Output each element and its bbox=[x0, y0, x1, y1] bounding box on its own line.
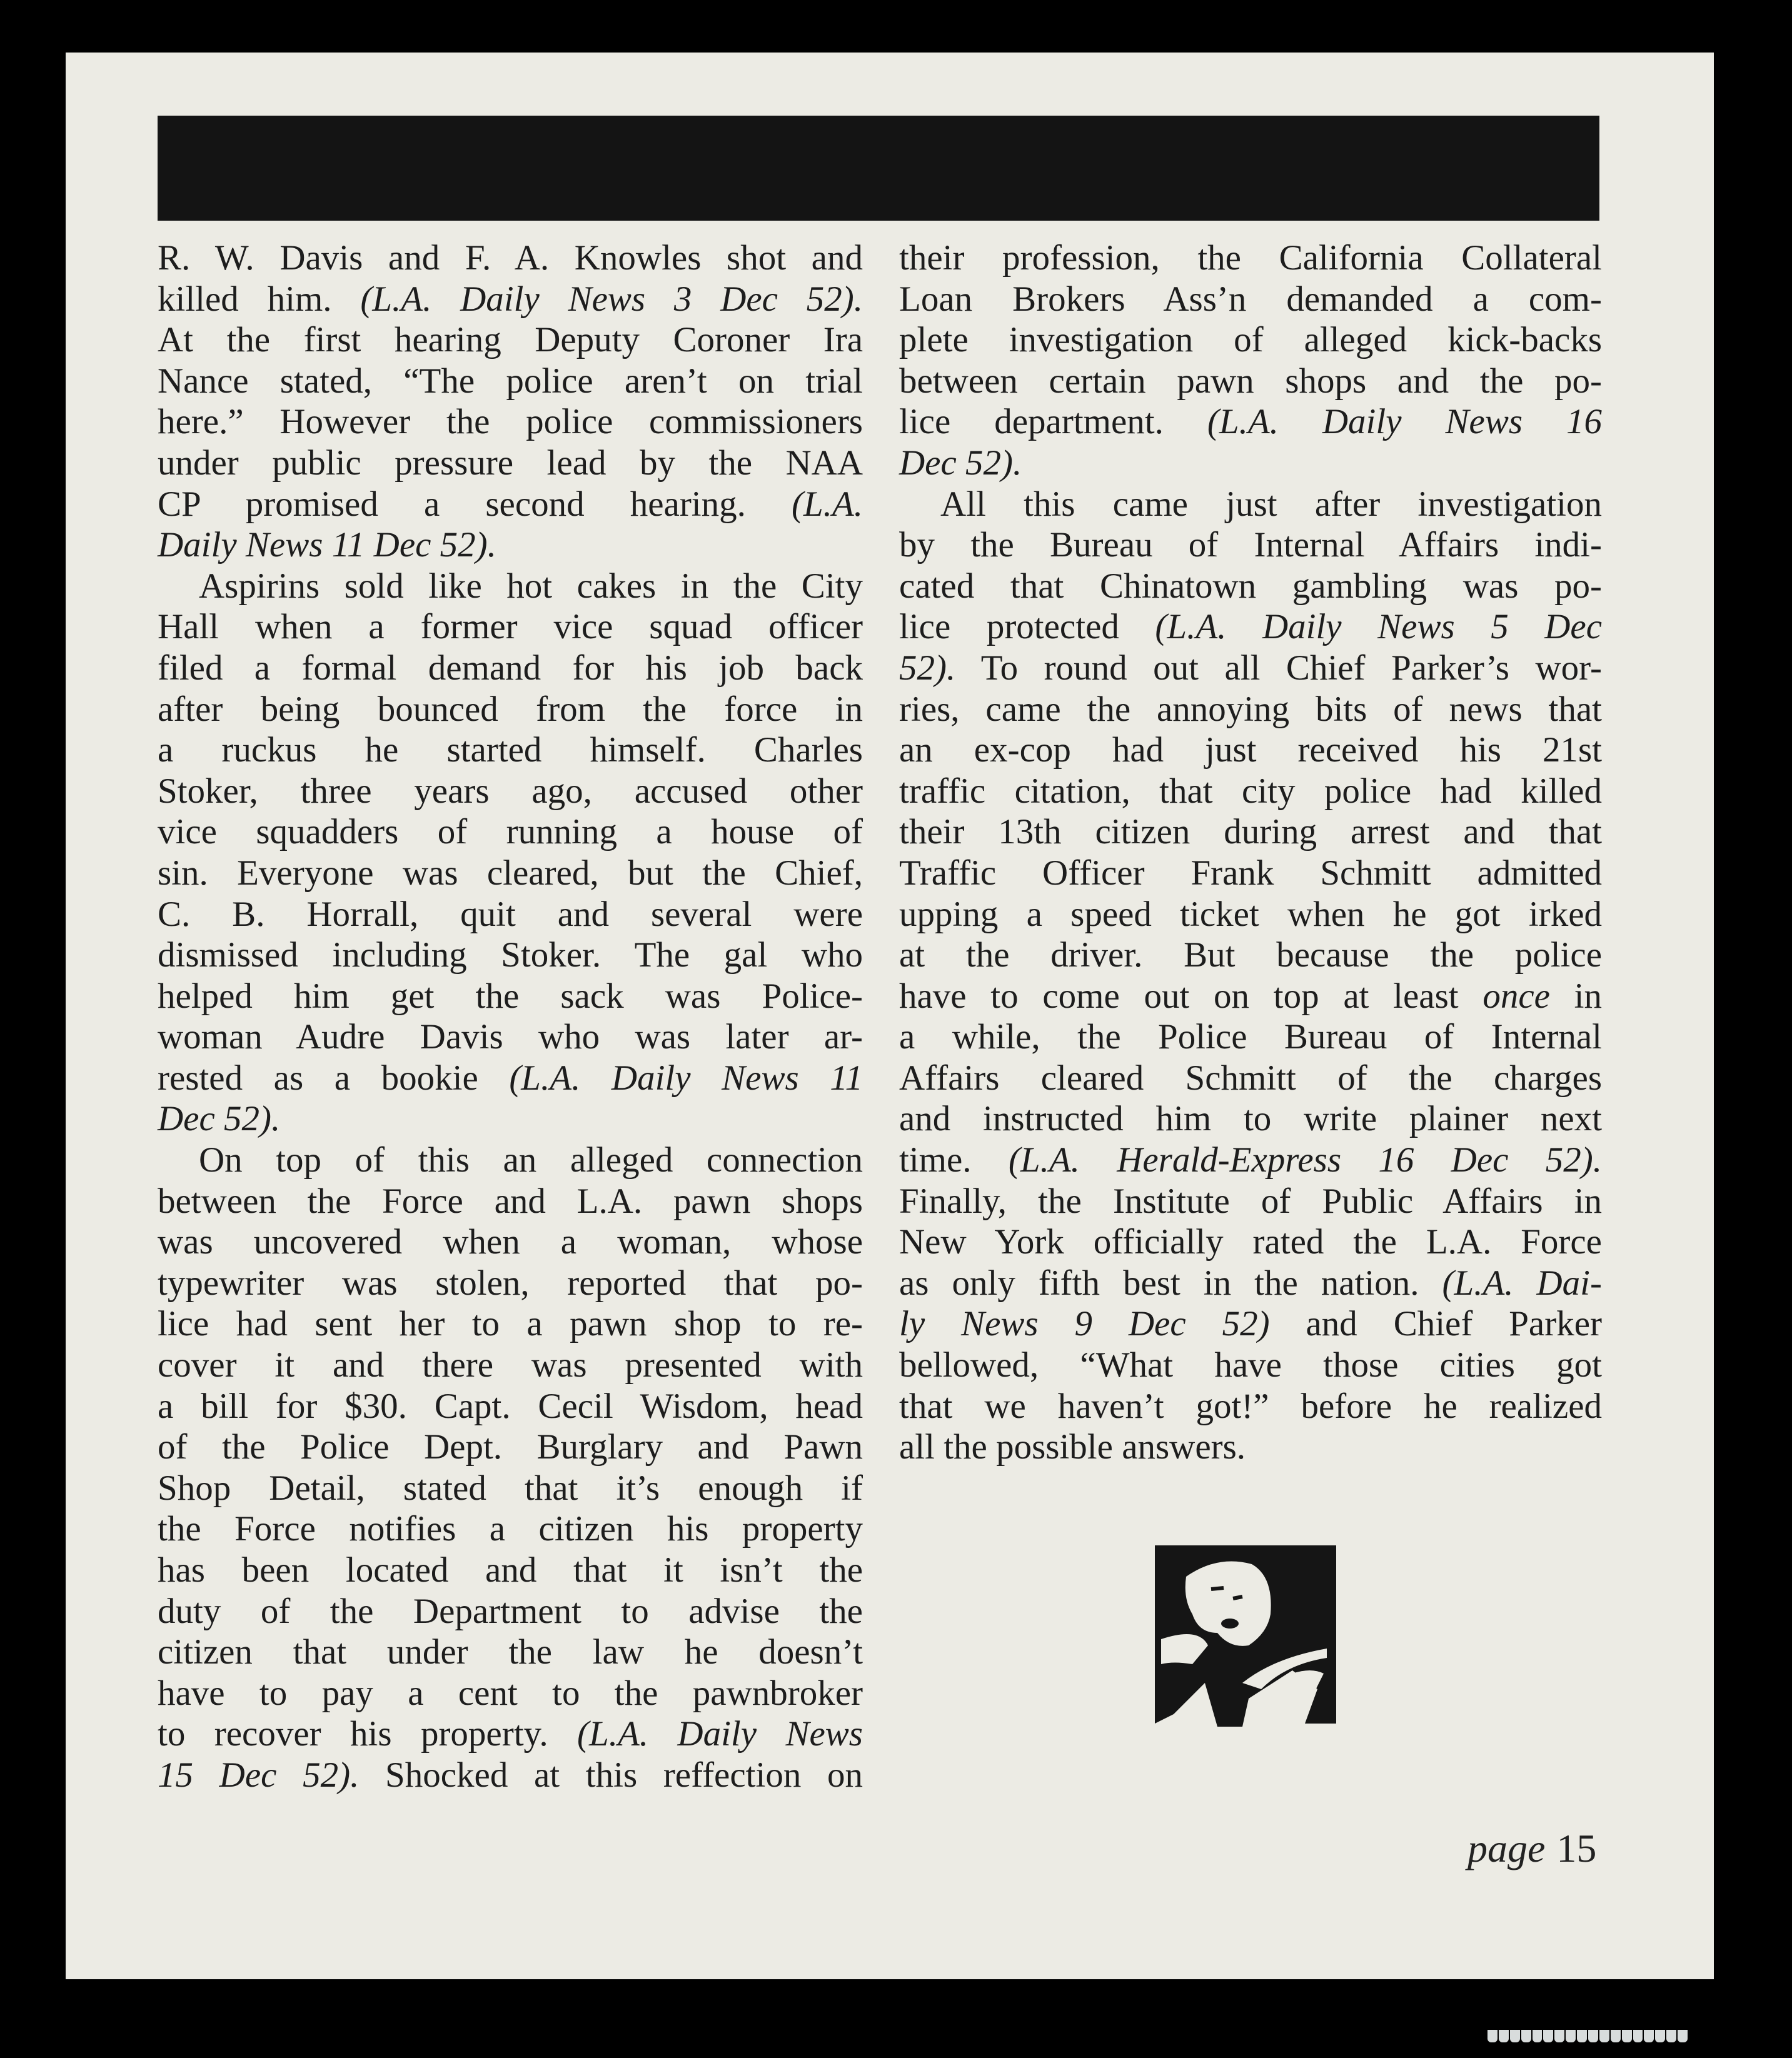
body-text: On top of this an alleged connection bbox=[199, 1140, 863, 1180]
body-text: have to pay a cent to the pawnbroker bbox=[158, 1673, 863, 1713]
text-line bbox=[158, 1098, 863, 1140]
text-line bbox=[899, 1222, 1602, 1263]
text-line bbox=[158, 1345, 863, 1386]
text-line bbox=[158, 1591, 863, 1632]
body-text: all the possible answers. bbox=[899, 1427, 1246, 1467]
text-line bbox=[158, 1550, 863, 1591]
text-line bbox=[158, 401, 863, 443]
body-text: Finally, the Institute of Public Affairs in bbox=[899, 1181, 1602, 1221]
text-line bbox=[899, 1386, 1602, 1427]
body-text: rested as a bookie bbox=[158, 1058, 510, 1098]
body-text: sin. Everyone was cleared, but the Chief, bbox=[158, 853, 863, 893]
text-line bbox=[899, 1058, 1602, 1099]
text-line bbox=[899, 361, 1602, 402]
body-text: between the Force and L.A. pawn shops bbox=[158, 1181, 863, 1221]
text-line bbox=[158, 1755, 863, 1796]
body-text: at the driver. But because the police bbox=[899, 935, 1602, 975]
text-line bbox=[158, 935, 863, 976]
text-line bbox=[158, 976, 863, 1017]
text-line bbox=[158, 648, 863, 689]
page-number-label: page bbox=[1467, 1826, 1546, 1870]
citation-text: Dec 52). bbox=[899, 443, 1022, 483]
body-text: a bill for $30. Capt. Cecil Wisdom, head bbox=[158, 1386, 863, 1426]
body-text: have to come out on top at least bbox=[899, 976, 1483, 1016]
citation-text: once bbox=[1482, 976, 1550, 1016]
text-line bbox=[158, 238, 863, 279]
body-text: lice department. bbox=[899, 402, 1207, 442]
text-line bbox=[158, 1016, 863, 1058]
body-text: has been located and that it isn’t the bbox=[158, 1550, 863, 1590]
body-text: between certain pawn shops and the po- bbox=[899, 361, 1602, 401]
body-text: citizen that under the law he doesn’t bbox=[158, 1632, 863, 1672]
body-text: cated that Chinatown gambling was po- bbox=[899, 566, 1602, 606]
body-text: time. bbox=[899, 1140, 1009, 1180]
text-line bbox=[899, 1016, 1602, 1058]
citation-text: (L.A. Dai- bbox=[1442, 1263, 1603, 1303]
body-text: upping a speed ticket when he got irked bbox=[899, 894, 1602, 934]
body-text: woman Audre Davis who was later ar- bbox=[158, 1017, 863, 1057]
text-line bbox=[158, 566, 863, 607]
text-line bbox=[899, 648, 1602, 689]
citation-text: (L.A. Daily News 16 bbox=[1207, 402, 1602, 442]
article-column-right bbox=[899, 238, 1602, 1468]
text-line bbox=[899, 689, 1602, 730]
body-text: Nance stated, “The police aren’t on trial bbox=[158, 361, 863, 401]
text-line bbox=[899, 401, 1602, 443]
body-text: was uncovered when a woman, whose bbox=[158, 1222, 863, 1262]
text-line bbox=[899, 238, 1602, 279]
text-line bbox=[158, 1468, 863, 1509]
body-text: All this came just after investigation bbox=[940, 484, 1602, 524]
magazine-page bbox=[66, 53, 1714, 1979]
body-text: cover it and there was presented with bbox=[158, 1345, 863, 1385]
text-line bbox=[899, 606, 1602, 648]
text-line bbox=[158, 853, 863, 894]
body-text: typewriter was stolen, reported that po- bbox=[158, 1263, 863, 1303]
text-line bbox=[158, 525, 863, 566]
text-line bbox=[899, 1098, 1602, 1140]
citation-text: (L.A. Daily News 3 Dec 52). bbox=[360, 279, 863, 319]
body-text: Traffic Officer Frank Schmitt admitted bbox=[899, 853, 1602, 893]
text-line bbox=[899, 730, 1602, 771]
text-line bbox=[899, 443, 1602, 484]
body-text: and Chief Parker bbox=[1269, 1304, 1602, 1344]
body-text: by the Bureau of Internal Affairs indi- bbox=[899, 525, 1602, 565]
citation-text: ly News 9 Dec 52) bbox=[899, 1304, 1270, 1344]
body-text: killed him. bbox=[158, 279, 361, 319]
body-text: C. B. Horrall, quit and several were bbox=[158, 894, 863, 934]
text-line bbox=[899, 1303, 1602, 1345]
citation-text: (L.A. bbox=[792, 484, 863, 524]
body-text: dismissed including Stoker. The gal who bbox=[158, 935, 863, 975]
body-text: the Force notifies a citizen his property bbox=[158, 1509, 863, 1549]
body-text: bellowed, “What have those cities got bbox=[899, 1345, 1602, 1385]
article-column-left bbox=[158, 238, 863, 1796]
body-text: Shocked at this reffection on bbox=[359, 1755, 863, 1795]
text-line bbox=[158, 1222, 863, 1263]
body-text: a while, the Police Bureau of Internal bbox=[899, 1017, 1602, 1057]
text-line bbox=[158, 1058, 863, 1099]
body-text: Shop Detail, stated that it’s enough if bbox=[158, 1468, 863, 1508]
text-line bbox=[899, 566, 1602, 607]
text-line bbox=[158, 1714, 863, 1755]
body-text: to recover his property. bbox=[158, 1714, 578, 1754]
text-line bbox=[158, 1263, 863, 1304]
text-line bbox=[899, 811, 1602, 853]
body-text: of the Police Dept. Burglary and Pawn bbox=[158, 1427, 863, 1467]
body-text: ries, came the annoying bits of news that bbox=[899, 689, 1602, 729]
text-line bbox=[158, 361, 863, 402]
text-line bbox=[158, 1140, 863, 1181]
citation-text: (L.A. Herald-Express 16 Dec 52). bbox=[1008, 1140, 1602, 1180]
body-text: New York officially rated the L.A. Force bbox=[899, 1222, 1602, 1262]
body-text: duty of the Department to advise the bbox=[158, 1591, 863, 1631]
body-text: helped him get the sack was Police- bbox=[158, 976, 863, 1016]
text-line bbox=[158, 443, 863, 484]
body-text: an ex-cop had just received his 21st bbox=[899, 730, 1602, 770]
text-line bbox=[899, 853, 1602, 894]
body-text: a ruckus he started himself. Charles bbox=[158, 730, 863, 770]
body-text: To round out all Chief Parker’s wor- bbox=[955, 648, 1602, 688]
text-line bbox=[899, 1345, 1602, 1386]
text-line bbox=[158, 1181, 863, 1222]
text-line bbox=[899, 976, 1602, 1017]
citation-text: (L.A. Daily News 11 bbox=[509, 1058, 863, 1098]
citation-text: 15 Dec 52). bbox=[158, 1755, 360, 1795]
text-line bbox=[899, 279, 1602, 320]
text-line bbox=[158, 1386, 863, 1427]
text-line bbox=[158, 1673, 863, 1714]
body-text: lice had sent her to a pawn shop to re- bbox=[158, 1304, 863, 1344]
text-line bbox=[158, 730, 863, 771]
text-line bbox=[158, 894, 863, 935]
body-text: under public pressure lead by the NAA bbox=[158, 443, 863, 483]
body-text: in bbox=[1549, 976, 1602, 1016]
text-line bbox=[158, 689, 863, 730]
body-text: Loan Brokers Ass’n demanded a com- bbox=[899, 279, 1602, 319]
body-text: R. W. Davis and F. A. Knowles shot and bbox=[158, 238, 863, 278]
text-line bbox=[899, 1427, 1602, 1468]
body-text: Hall when a former vice squad officer bbox=[158, 607, 863, 647]
body-text: as only fifth best in the nation. bbox=[899, 1263, 1442, 1303]
body-text: after being bounced from the force in bbox=[158, 689, 863, 729]
woodcut-illustration-man-shouting bbox=[1149, 1539, 1352, 1730]
text-line bbox=[899, 771, 1602, 812]
text-line bbox=[899, 525, 1602, 566]
body-text: vice squadders of running a house of bbox=[158, 812, 863, 852]
page-number-value: 15 bbox=[1556, 1826, 1597, 1870]
text-line bbox=[899, 1263, 1602, 1304]
citation-text: Daily News 11 Dec 52). bbox=[158, 525, 496, 565]
citation-text: 52). bbox=[899, 648, 956, 688]
body-text: At the first hearing Deputy Coroner Ira bbox=[158, 320, 863, 360]
text-line bbox=[899, 484, 1602, 525]
text-line bbox=[158, 811, 863, 853]
body-text: traffic citation, that city police had killed bbox=[899, 771, 1602, 811]
scale-ruler bbox=[1487, 2030, 1688, 2042]
citation-text: (L.A. Daily News 5 Dec bbox=[1155, 607, 1603, 647]
body-text: Affairs cleared Schmitt of the charges bbox=[899, 1058, 1602, 1098]
text-line bbox=[899, 319, 1602, 361]
text-line bbox=[158, 1427, 863, 1468]
body-text: plete investigation of alleged kick-backs bbox=[899, 320, 1602, 360]
citation-text: Dec 52). bbox=[158, 1099, 281, 1139]
body-text: filed a formal demand for his job back bbox=[158, 648, 863, 688]
citation-text: (L.A. Daily News bbox=[577, 1714, 863, 1754]
header-black-bar bbox=[158, 116, 1599, 221]
text-line bbox=[158, 1508, 863, 1550]
text-line bbox=[158, 319, 863, 361]
text-line bbox=[899, 1181, 1602, 1222]
text-line bbox=[899, 935, 1602, 976]
text-line bbox=[158, 484, 863, 525]
text-line bbox=[899, 894, 1602, 935]
text-line bbox=[158, 1303, 863, 1345]
text-line bbox=[158, 1632, 863, 1673]
body-text: their profession, the California Collateral bbox=[899, 238, 1602, 278]
body-text: Aspirins sold like hot cakes in the City bbox=[199, 566, 863, 606]
body-text: their 13th citizen during arrest and that bbox=[899, 812, 1602, 852]
body-text: that we haven’t got!” before he realized bbox=[899, 1386, 1602, 1426]
text-line bbox=[158, 606, 863, 648]
body-text: CP promised a second hearing. bbox=[158, 484, 792, 524]
body-text: Stoker, three years ago, accused other bbox=[158, 771, 863, 811]
text-line bbox=[158, 279, 863, 320]
text-line bbox=[158, 771, 863, 812]
text-line bbox=[899, 1140, 1602, 1181]
body-text: lice protected bbox=[899, 607, 1155, 647]
page-number bbox=[1467, 1825, 1596, 1872]
body-text: and instructed him to write plainer next bbox=[899, 1099, 1602, 1139]
body-text: here.” However the police commissioners bbox=[158, 402, 863, 442]
